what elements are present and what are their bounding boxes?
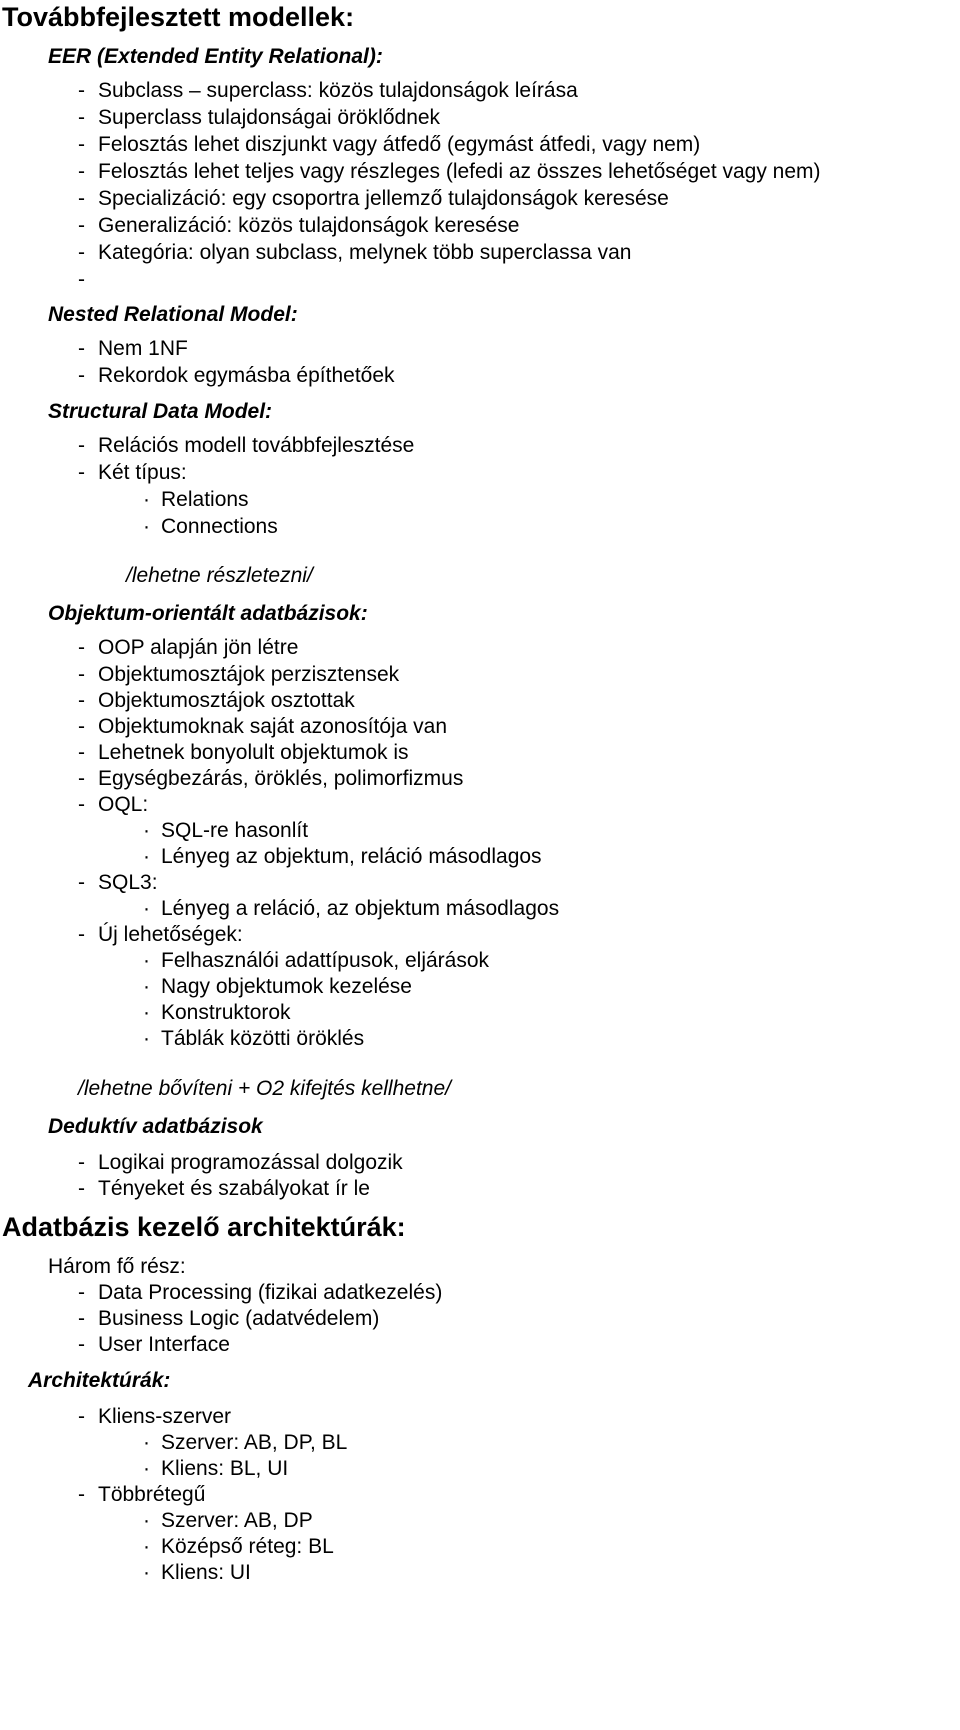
oo-heading: Objektum-orientált adatbázisok: (48, 602, 368, 625)
list-item: - OOP alapján jön létre (78, 636, 299, 659)
list-item: - User Interface (78, 1333, 230, 1356)
list-item: - OQL: (78, 793, 149, 816)
list-item: - Specializáció: egy csoportra jellemző tulajdonságok keresése (78, 187, 669, 210)
nested-heading: Nested Relational Model: (48, 303, 298, 326)
list-item: - Generalizáció: közös tulajdonságok keresése (78, 214, 520, 237)
section-title-advanced-models: Továbbfejlesztett modellek: (2, 2, 355, 32)
sub-list-item: · Relations (143, 488, 249, 511)
list-item: - Data Processing (fizikai adatkezelés) (78, 1281, 443, 1304)
sub-list-item: · Lényeg a reláció, az objektum másodlagos (143, 897, 560, 920)
list-item: - Superclass tulajdonságai öröklődnek (78, 106, 441, 129)
list-item: - Nem 1NF (78, 337, 188, 360)
list-item: - Objektumoknak saját azonosítója van (78, 715, 448, 738)
sub-list-item: · Szerver: AB, DP (143, 1509, 313, 1532)
list-item: - Tényeket és szabályokat ír le (78, 1177, 370, 1200)
note: /lehetne részletezni/ (126, 564, 313, 587)
sub-list-item: · Connections (143, 515, 278, 538)
sub-list-item: · Középső réteg: BL (143, 1535, 334, 1558)
sub-list-item: · Lényeg az objektum, reláció másodlagos (143, 845, 542, 868)
structural-heading: Structural Data Model: (48, 400, 273, 423)
eer-heading: EER (Extended Entity Relational): (48, 45, 383, 68)
deductive-heading: Deduktív adatbázisok (48, 1115, 263, 1138)
list-item: - Objektumosztájok osztottak (78, 689, 355, 712)
list-item: - Kategória: olyan subclass, melynek több superclassa van (78, 241, 632, 264)
sub-list-item: · Konstruktorok (143, 1001, 291, 1024)
sub-list-item: · Kliens: BL, UI (143, 1457, 289, 1480)
list-item: - Új lehetőségek: (78, 923, 243, 946)
list-item: - (78, 268, 85, 291)
list-item: - Logikai programozással dolgozik (78, 1151, 403, 1174)
sub-list-item: · Nagy objektumok kezelése (143, 975, 412, 998)
architectures-heading: Architektúrák: (28, 1369, 171, 1392)
list-item: - Felosztás lehet diszjunkt vagy átfedő (egymást átfedi, vagy nem) (78, 133, 701, 156)
list-item: - Lehetnek bonyolult objektumok is (78, 741, 409, 764)
list-item: - SQL3: (78, 871, 158, 894)
list-item: - Objektumosztájok perzisztensek (78, 663, 400, 686)
list-item: - Relációs modell továbbfejlesztése (78, 434, 415, 457)
intro-text: Három fő rész: (48, 1255, 186, 1278)
sub-list-item: · Kliens: UI (143, 1561, 251, 1584)
list-item: - Rekordok egymásba építhetőek (78, 364, 395, 387)
section-title-architectures: Adatbázis kezelő architektúrák: (2, 1212, 406, 1242)
sub-list-item: · Felhasználói adattípusok, eljárások (143, 949, 490, 972)
note: /lehetne bővíteni + O2 kifejtés kellhetne/ (78, 1077, 451, 1100)
list-item: - Egységbezárás, öröklés, polimorfizmus (78, 767, 464, 790)
list-item: - Felosztás lehet teljes vagy részleges (lefedi az összes lehetőséget vagy nem) (78, 160, 821, 183)
sub-list-item: · Szerver: AB, DP, BL (143, 1431, 348, 1454)
sub-list-item: · SQL-re hasonlít (143, 819, 309, 842)
list-item: - Business Logic (adatvédelem) (78, 1307, 380, 1330)
list-item: - Subclass – superclass: közös tulajdonságok leírása (78, 79, 578, 102)
list-item: - Két típus: (78, 461, 187, 484)
list-item: - Kliens-szerver (78, 1405, 232, 1428)
sub-list-item: · Táblák közötti öröklés (143, 1027, 365, 1050)
list-item: - Többrétegű (78, 1483, 206, 1506)
